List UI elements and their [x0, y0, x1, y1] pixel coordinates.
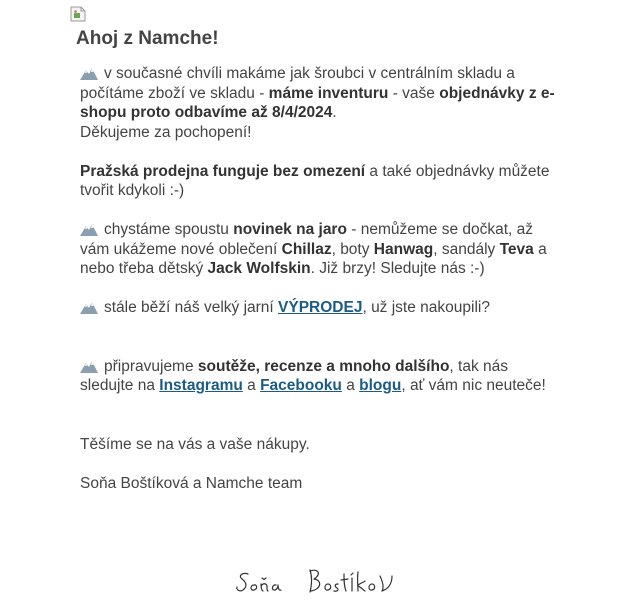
bold-text: novinek na jaro — [233, 221, 347, 238]
text: - nemůžeme se dočkat, až vám ukážeme nové oblečení — [80, 221, 534, 258]
text: v současné chvíli makáme jak šroubci v centrálním skladu a počítáme zboží ve skladu - — [80, 65, 515, 102]
text: a — [341, 377, 360, 394]
paragraph-sale — [80, 298, 555, 318]
paragraph-social — [80, 357, 555, 396]
blog-link[interactable]: blogu — [359, 377, 402, 394]
text: - vaše — [388, 84, 440, 102]
paragraph-store — [80, 162, 555, 201]
bold-text: máme inventuru — [268, 84, 389, 102]
brand-text: Teva — [499, 240, 534, 258]
thanks-text: Děkujeme za pochopení! — [80, 123, 252, 141]
paragraph-inventory — [80, 64, 555, 142]
facebook-link[interactable]: Facebooku — [260, 377, 342, 394]
bold-text: Pražská prodejna funguje bez omezení — [80, 162, 366, 180]
text: . Již brzy! Sledujte nás :-) — [310, 260, 485, 277]
mountain-icon — [80, 301, 98, 314]
broken-image-icon — [70, 6, 86, 22]
brand-text: Chillaz — [281, 240, 332, 258]
text: . — [332, 104, 337, 121]
brand-text: Hanwag — [373, 240, 434, 258]
text: a také objednávky můžete tvořit kdykoli :-) — [80, 162, 550, 199]
handwritten-signature — [234, 564, 396, 600]
mountain-icon — [80, 360, 98, 373]
bold-text: objednávky z e-shopu proto odbavíme až 8/4/2024 — [80, 84, 555, 121]
brand-text: Jack Wolfskin — [207, 260, 311, 277]
text: a — [242, 377, 261, 394]
text: chystáme spoustu — [104, 221, 234, 238]
paragraph-news — [80, 220, 555, 279]
text: , boty — [331, 240, 374, 258]
text: a nebo třeba dětský — [80, 240, 547, 277]
text: , tak nás sledujte na — [80, 357, 509, 394]
email-greeting: Ahoj z Namche! — [76, 28, 219, 49]
text: , ať vám nic neuteče! — [401, 377, 546, 394]
instagram-link[interactable]: Instagramu — [159, 377, 243, 394]
email-body — [80, 64, 555, 493]
text: , sandály — [433, 240, 500, 258]
mountain-icon — [80, 223, 98, 236]
mountain-icon — [80, 67, 98, 80]
bold-text: soutěže, recenze a mnoho dalšího — [197, 357, 450, 375]
text: , už jste nakoupili? — [362, 299, 490, 316]
closing-text: Těšíme se na vás a vaše nákupy. — [80, 435, 310, 453]
sign-off: Soňa Boštíková a Namche team — [80, 474, 303, 492]
sale-link[interactable]: VÝPRODEJ — [278, 299, 363, 316]
text: stále běží náš velký jarní — [104, 299, 279, 316]
text: připravujeme — [104, 357, 198, 375]
